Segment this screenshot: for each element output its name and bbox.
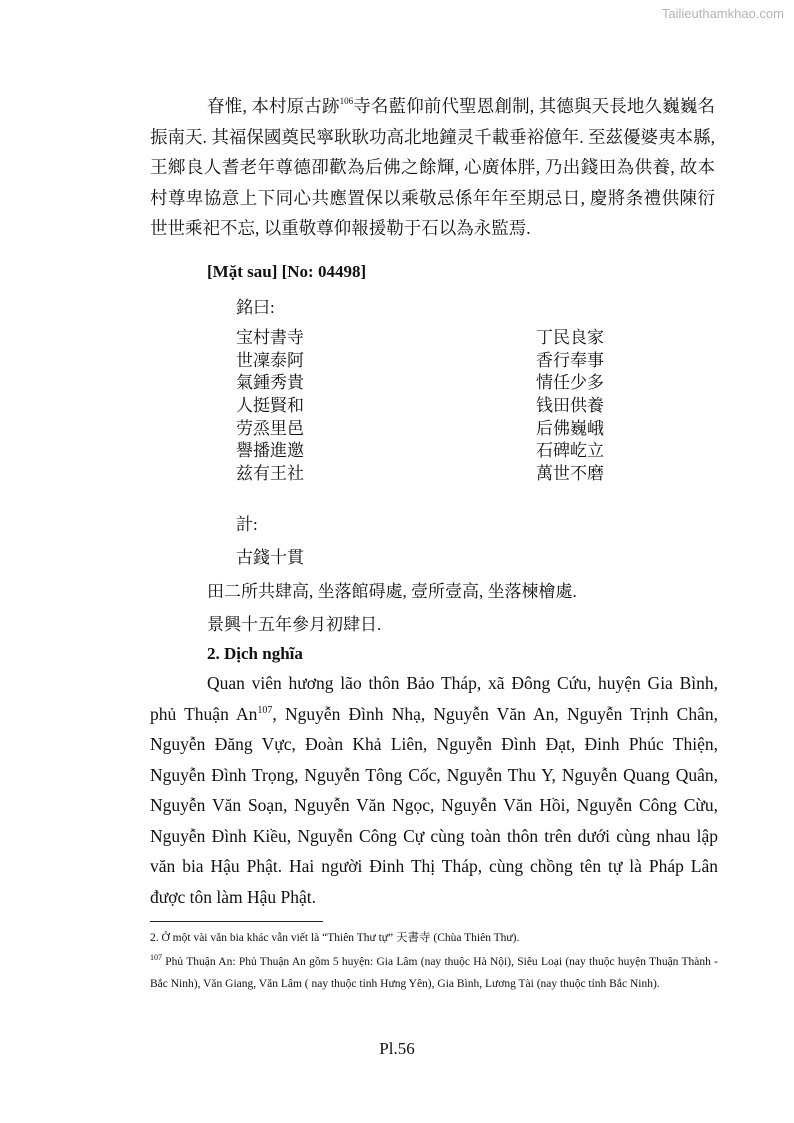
- poem-line: [236, 418, 616, 441]
- intro-text-start: 眘惟, 本村原古跡: [207, 96, 340, 116]
- poem-line: [236, 463, 616, 486]
- intro-text-rest: 寺名藍仰前代聖恩創制, 其德與天長地久巍巍名振南天. 其福保國奠民寧耿耿功高北地鐘灵千載垂裕億年. 至茲優婆夷本縣, 王鄉良人耆老年尊德卲歡為后佛之餘輝, 心廣体胖, 乃出錢田為供養, 故本村尊卑協意上下同心共應置保以乘敬忌係年年至期忌日, 慶將条禮供陳衍世世乘祀不忘, 以重敬尊仰報援勒于石以為永監焉.: [150, 96, 716, 238]
- poem-verse-left: 人挺賢和: [236, 396, 304, 416]
- poem-line: [236, 372, 616, 395]
- intro-paragraph: [150, 91, 715, 244]
- poem-list: [236, 327, 616, 486]
- footnote-text: Phủ Thuận An: Phủ Thuận An gồm 5 huyện: Gia Lâm (nay thuộc Hà Nội), Siêu Loại (nay thuộc huyện Thuận Thành - Bắc Ninh), Văn Giang, Văn Lâm ( nay thuộc tỉnh Hưng Yên), Gia Bình, Lương Tài (nay thuộc tỉnh Bắc Ninh).: [150, 956, 718, 990]
- poem-verse-left: 宝村書寺: [236, 328, 304, 347]
- section-heading: 2. Dịch nghĩa: [207, 644, 303, 663]
- poem-line: [236, 327, 616, 350]
- poem-verse-right: 丁民良家: [536, 328, 604, 347]
- poem-verse-left: 兹有王社: [236, 464, 304, 484]
- poem-line: [236, 350, 616, 373]
- poem-verse-right: 后佛巍峨: [536, 418, 604, 438]
- footnote-text: 2. Ở một vài văn bia khác vẫn viết là “Thiên Thư tự” 天書寺 (Chùa Thiên Thư).: [150, 932, 520, 944]
- tally-money: 古錢十貫: [236, 548, 304, 567]
- date-line: 景興十五年參月初肆日.: [207, 615, 382, 634]
- poem-intro: 銘曰:: [236, 298, 275, 317]
- footnote-ref-106: 106: [339, 96, 354, 106]
- page-number: Pl.56: [379, 1039, 415, 1058]
- footnote-marker: 107: [150, 953, 162, 962]
- back-side-heading: [Mặt sau] [No: 04498]: [207, 262, 367, 281]
- translation-paragraph: [150, 668, 718, 912]
- footnote-2: [150, 951, 718, 995]
- footnote-ref-107: 107: [257, 704, 273, 716]
- tally-label: 計:: [236, 515, 258, 534]
- footnote-1: [150, 927, 718, 949]
- poem-verse-left: 氣鍾秀貴: [236, 373, 304, 393]
- footnote-divider: [150, 921, 323, 922]
- fields-line: 田二所共肆高, 坐落館碍處, 壹所壹高, 坐落楝檜處.: [207, 582, 577, 601]
- poem-verse-right: 钱田供養: [536, 396, 604, 416]
- poem-verse-left: 世凜泰阿: [236, 350, 304, 370]
- site-watermark: Tailieuthamkhao.com: [661, 6, 784, 21]
- poem-line: [236, 395, 616, 418]
- translation-text-rest: , Nguyễn Đình Nhạ, Nguyễn Văn An, Nguyễn Trịnh Chân, Nguyễn Đăng Vực, Đoàn Khả Liên, Nguyễn Đình Đạt, Đinh Phúc Thiện, Nguyễn Đình Trọng, Nguyễn Tông Cốc, Nguyễn Thu Y, Nguyễn Quang Quân, Nguyễn Văn Soạn, Nguyễn Văn Ngọc, Nguyễn Văn Hồi, Nguyễn Công Cừu, Nguyễn Đình Kiều, Nguyễn Công Cự cùng toàn thôn trên dưới cùng nhau lập văn bia Hậu Phật. Hai người Đinh Thị Tháp, cùng chồng tên tự là Pháp Lân được tôn làm Hậu Phật.: [150, 703, 718, 907]
- translation-text-start: Quan viên hương lão thôn Bảo Tháp, xã Đông Cứu, huyện Gia Bình, phủ Thuận An: [150, 673, 718, 724]
- poem-verse-right: 情任少多: [536, 373, 604, 393]
- poem-verse-right: 香行奉事: [536, 350, 604, 370]
- poem-verse-left: 譽播進邀: [236, 441, 304, 461]
- poem-verse-left: 劳烝里邑: [236, 418, 304, 438]
- poem-verse-right: 石碑屹立: [536, 441, 604, 461]
- poem-verse-right: 萬世不磨: [536, 464, 604, 484]
- poem-line: [236, 440, 616, 463]
